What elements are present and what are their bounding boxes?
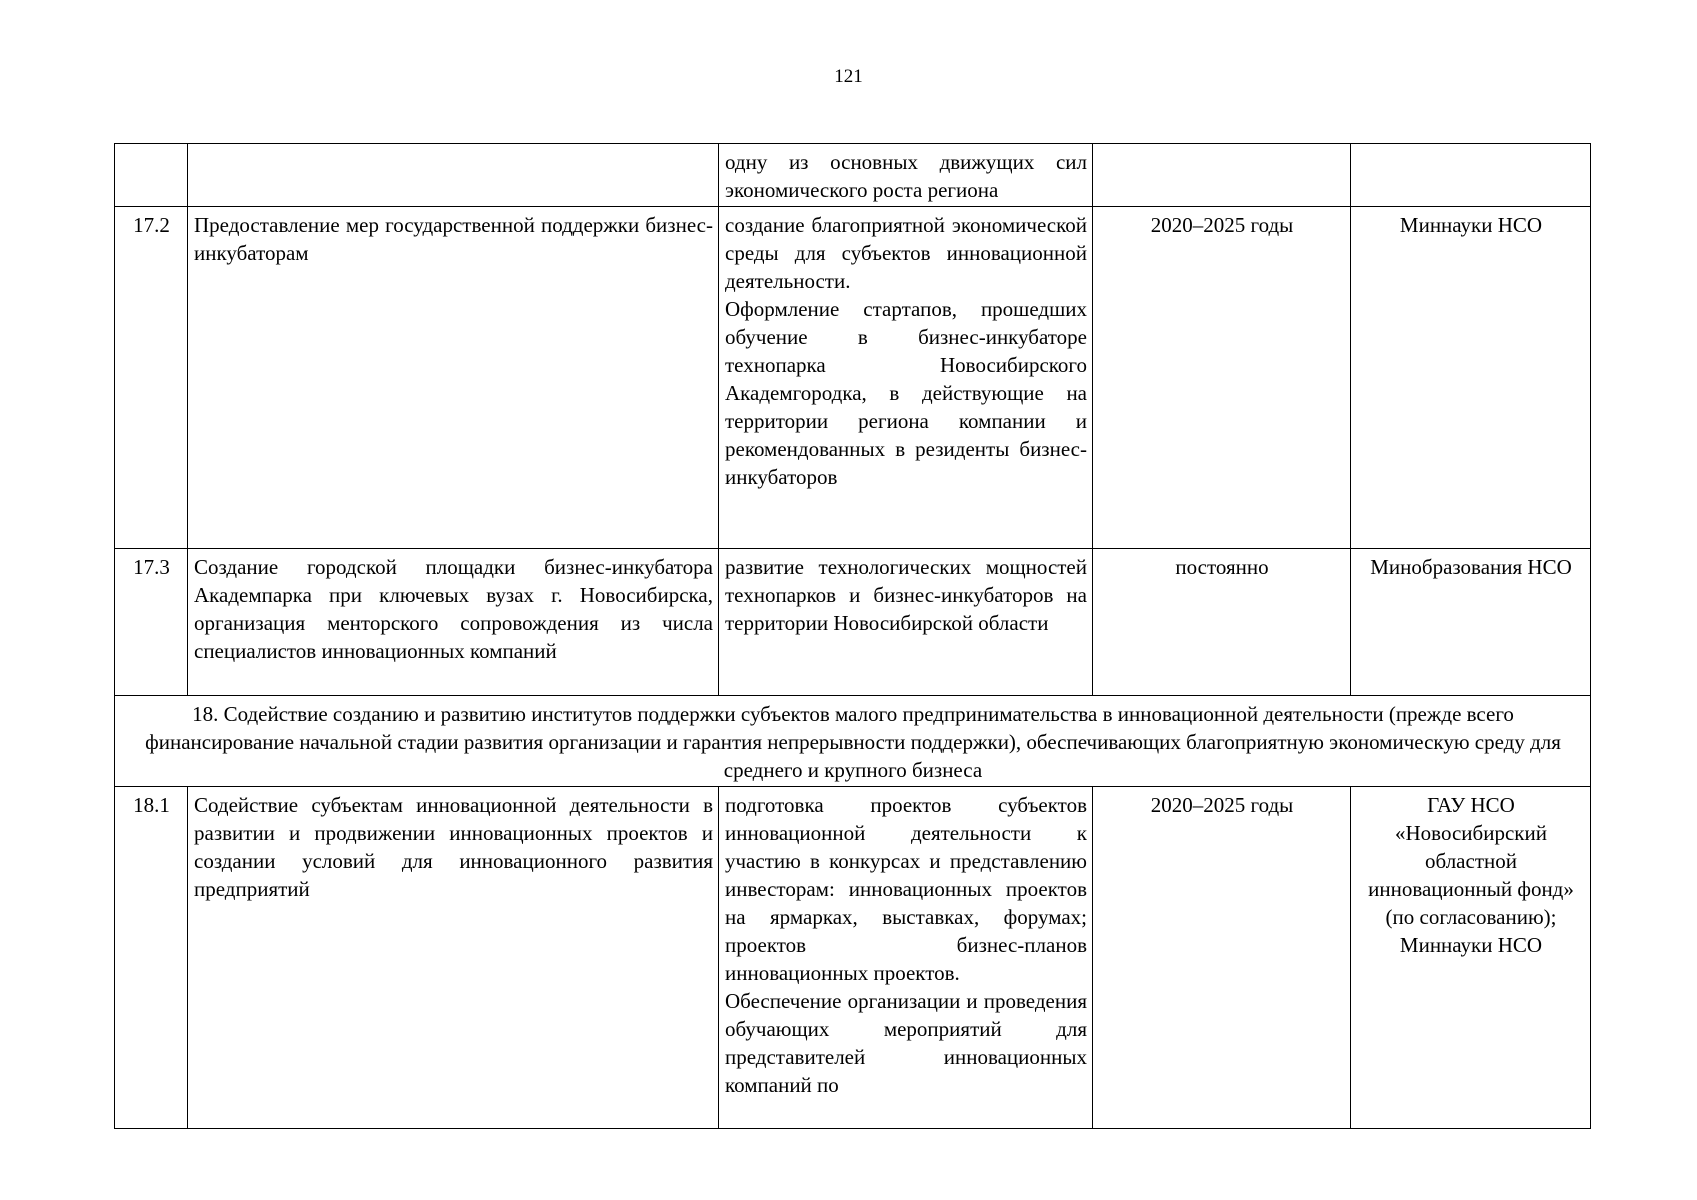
period-cell: постоянно <box>1093 549 1351 696</box>
period-cell: 2020–2025 годы <box>1093 787 1351 1129</box>
section-header-row <box>115 696 1591 787</box>
result-cell: создание благоприятной экономической среды для субъектов инновационной деятельности. Оформление стартапов, прошедших обучение в бизнес-инкубаторе технопарка Новосибирского Академгородка, в действующие на территории региона компании и рекомендованных в резиденты бизнес-инкубаторов <box>719 207 1093 549</box>
measures-table <box>114 143 1591 1129</box>
result-cell: одну из основных движущих сил экономического роста региона <box>719 144 1093 207</box>
period-cell: 2020–2025 годы <box>1093 207 1351 549</box>
table-row-continuation <box>115 144 1591 207</box>
table-row-17-2 <box>115 207 1591 549</box>
row-number: 18.1 <box>115 787 188 1129</box>
section-18-heading: 18. Содействие созданию и развитию институтов поддержки субъектов малого предпринимательства в инновационной деятельности (прежде всего финансирование начальной стадии развития организации и гарантия непрерывности поддержки), обеспечивающих благоприятную экономическую среду для среднего и крупного бизнеса <box>115 696 1591 787</box>
measure-cell: Предоставление мер государственной поддержки бизнес-инкубаторам <box>188 207 719 549</box>
measure-cell <box>188 144 719 207</box>
result-cell: развитие технологических мощностей технопарков и бизнес-инкубаторов на территории Новосибирской области <box>719 549 1093 696</box>
measure-cell: Содействие субъектам инновационной деятельности в развитии и продвижении инновационных проектов и создании условий для инновационного развития предприятий <box>188 787 719 1129</box>
measure-cell: Создание городской площадки бизнес-инкубатора Академпарка при ключевых вузах г. Новосибирска, организация менторского сопровождения из числа специалистов инновационных компаний <box>188 549 719 696</box>
row-number <box>115 144 188 207</box>
executor-cell: Минобразования НСО <box>1351 549 1591 696</box>
period-cell <box>1093 144 1351 207</box>
row-number: 17.3 <box>115 549 188 696</box>
executor-cell <box>1351 144 1591 207</box>
table-row-18-1 <box>115 787 1591 1129</box>
executor-cell: ГАУ НСО «Новосибирский областной инновационный фонд» (по согласованию); Миннауки НСО <box>1351 787 1591 1129</box>
row-number: 17.2 <box>115 207 188 549</box>
table-row-17-3 <box>115 549 1591 696</box>
executor-cell: Миннауки НСО <box>1351 207 1591 549</box>
result-cell: подготовка проектов субъектов инновационной деятельности к участию в конкурсах и представлению инвесторам: инновационных проектов на ярмарках, выставках, форумах; проектов бизнес-планов инновационных проектов. Обеспечение организации и проведения обучающих мероприятий для представителей инновационных компаний по <box>719 787 1093 1129</box>
page-number: 121 <box>834 66 863 87</box>
